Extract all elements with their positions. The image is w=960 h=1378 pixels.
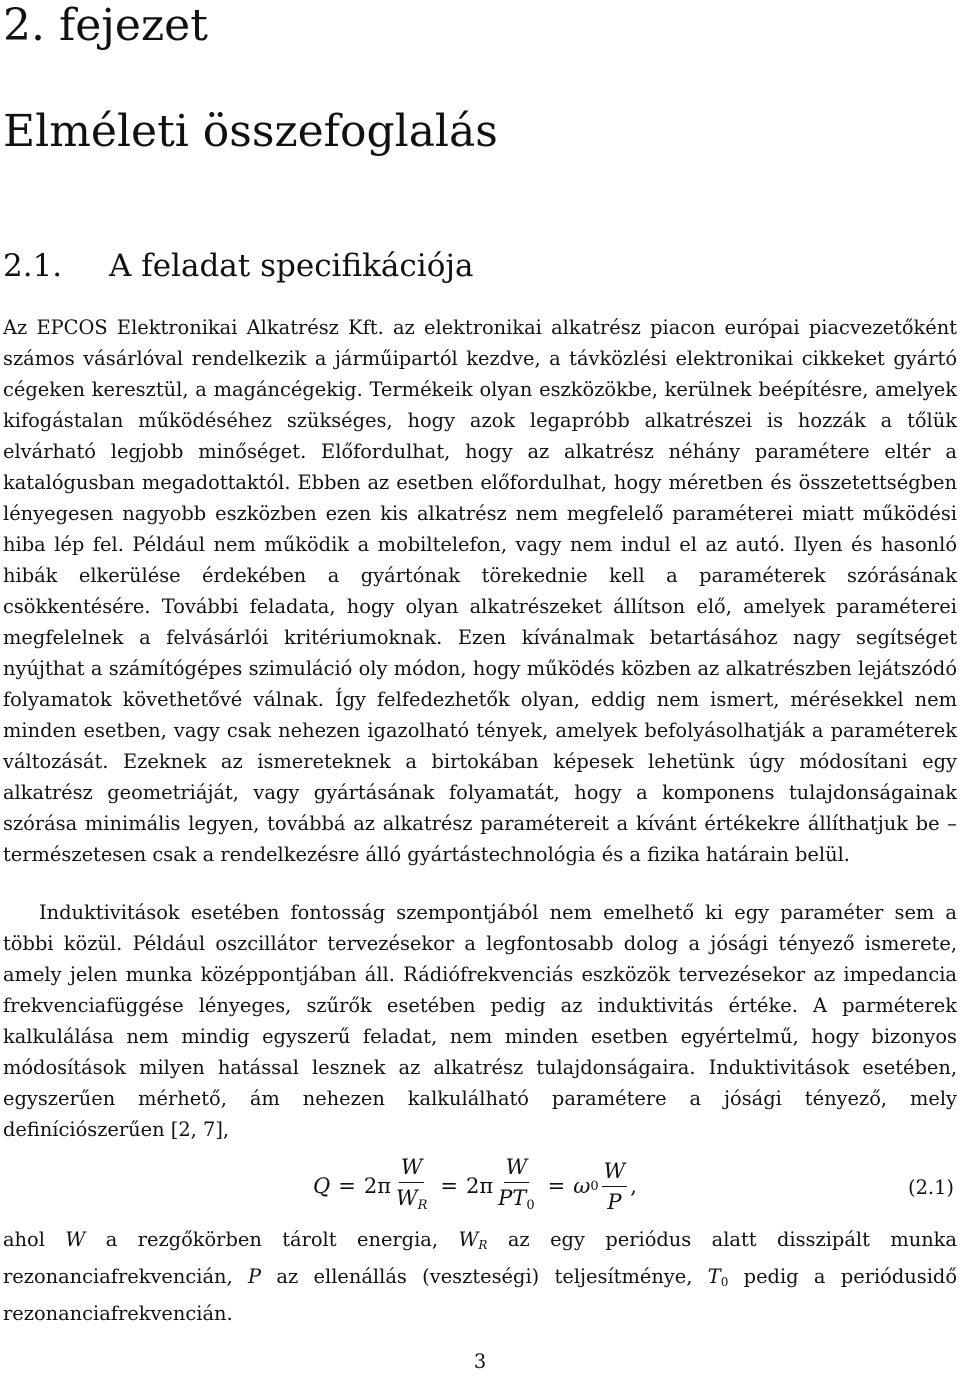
equation-body bbox=[313, 1148, 637, 1224]
eq-trailing-comma: , bbox=[630, 1174, 637, 1198]
section-title: A feladat specifikációja bbox=[109, 248, 474, 284]
equation-number: (2.1) bbox=[908, 1176, 954, 1199]
p3-symbol-WR: W bbox=[458, 1228, 479, 1251]
eq-frac2-denominator bbox=[496, 1183, 536, 1219]
paragraph-inductivity: Induktivitások esetében fontosság szempontjából nem emelhető ki egy paraméter sem a többi közül. Például oszcillátor tervezésekor a legfontosabb dolog a jósági tényező ismerete, amely jelen munka középpontjában áll. Rádiófrekvenciás eszközök tervezésekor az impedancia frekvenciafüggése lényeges, szűrők esetében pedig az induktivitás értéke. A parméterek kalkulálása nem mindig egyszerű feladat, nem minden esetben egyértelmű, hogy bizonyos módosítások milyen hatással lesznek az alkatrész tulajdonságaira. Induktivitások esetében, egyszerűen mérhető, ám nehezen kalkulálható paramétere a jósági tényező, mely definíciószerűen [2, 7], bbox=[3, 901, 957, 1141]
equation-2-1 bbox=[0, 1148, 960, 1224]
eq-frac2-numerator: W bbox=[504, 1154, 530, 1183]
p3-symbol-W: W bbox=[65, 1228, 86, 1251]
eq-frac1-den-sub: R bbox=[417, 1197, 428, 1213]
eq-fraction-2 bbox=[496, 1154, 536, 1219]
p3-symbol-P: P bbox=[248, 1265, 262, 1288]
chapter-title: Elméleti összefoglalás bbox=[3, 106, 498, 157]
p3-symbol-WR-sub: R bbox=[478, 1238, 488, 1252]
eq-fraction-1 bbox=[394, 1154, 429, 1219]
paragraph-definitions bbox=[3, 1224, 957, 1329]
chapter-number: 2. fejezet bbox=[3, 0, 208, 51]
eq-frac1-denominator bbox=[394, 1183, 429, 1219]
p3-text-b: a rezgőkörben tárolt energia, bbox=[85, 1228, 459, 1251]
eq-equals-3: = bbox=[547, 1174, 566, 1198]
p3-text-c: az egy periódus alatt disszipált munka rezonanciafrekvencián, bbox=[3, 1228, 957, 1288]
eq-frac3-numerator: W bbox=[602, 1158, 628, 1187]
section-heading bbox=[3, 244, 473, 288]
eq-lhs: Q bbox=[313, 1174, 331, 1198]
eq-equals-2: = bbox=[440, 1174, 458, 1198]
p3-text-d: az ellenállás (veszteségi) teljesítménye, bbox=[261, 1265, 708, 1288]
eq-two-pi-1: 2π bbox=[363, 1174, 391, 1198]
eq-omega: ω bbox=[573, 1174, 591, 1198]
p3-text-a: ahol bbox=[3, 1228, 66, 1251]
page-number: 3 bbox=[473, 1350, 487, 1373]
p3-text-e: pedig a periódusidő rezonanciafrekvencián. bbox=[3, 1265, 957, 1325]
paragraph-specification-intro: Az EPCOS Elektronikai Alkatrész Kft. az elektronikai alkatrész piacon európai piacvezetőként számos vásárlóval rendelkezik a járműipartól kezdve, a távközlési elektronikai cikkeket gyártó cégeken keresztül, a magáncégekig. Termékeik olyan eszközökbe, kerülnek beépítésre, amelyek kifogástalan működéséhez szükséges, hogy azok legapróbb alkatrészei is hozzák a tőlük elvárható legjobb minőséget. Előfordulhat, hogy az alkatrész néhány paramétere eltér a katalógusban megadottaktól. Ebben az esetben előfordulhat, hogy méretben és összetettségben lényegesen nagyobb eszközben ezen kis alkatrész nem megfelelő paraméterei miatt működési hiba lép fel. Például nem működik a mobiltelefon, vagy nem indul el az autó. Ilyen és hasonló hibák elkerülése érdekében a gyártónak törekednie kell a paraméterek szórásának csökkentésére. További feladata, hogy olyan alkatrészeket állítson elő, amelyek paraméterei megfelelnek a felvásárlói kritériumoknak. Ezen kívánalmak betartásához nagy segítséget nyújthat a számítógépes szimuláció oly módon, hogy működés közben az alkatrészben lejátszódó folyamatok követhetővé válnak. Így felfedezhetők olyan, eddig nem ismert, mérésekkel nem minden esetben, vagy csak nehezen igazolható tények, amelyek befolyásolhatják a paraméterek változását. Ezeknek az ismereteknek a birtokában képesek lehetünk úgy módosítani egy alkatrész geometriáját, vagy gyártásának folyamatát, hogy a komponens tulajdonságainak szórása minimális legyen, továbbá az alkatrész paramétereit a kívánt értékekre állíthatjuk be – természetesen csak a rendelkezésre álló gyártástechnológia és a fizika határain belül. bbox=[3, 316, 957, 866]
eq-equals-1: = bbox=[338, 1174, 356, 1198]
eq-frac2-den-symbol: PT bbox=[498, 1185, 527, 1210]
eq-frac3-denominator: P bbox=[607, 1189, 622, 1214]
eq-frac2-den-sub: 0 bbox=[526, 1197, 535, 1213]
eq-two-pi-2: 2π bbox=[466, 1174, 494, 1198]
eq-fraction-3 bbox=[602, 1158, 628, 1215]
eq-frac1-numerator: W bbox=[399, 1154, 425, 1183]
p3-symbol-T: T bbox=[707, 1265, 721, 1288]
p3-symbol-T-sub: 0 bbox=[720, 1275, 729, 1289]
eq-omega-sub: 0 bbox=[590, 1178, 599, 1194]
eq-frac1-den-symbol: W bbox=[396, 1185, 418, 1210]
section-number: 2.1. bbox=[3, 248, 63, 284]
